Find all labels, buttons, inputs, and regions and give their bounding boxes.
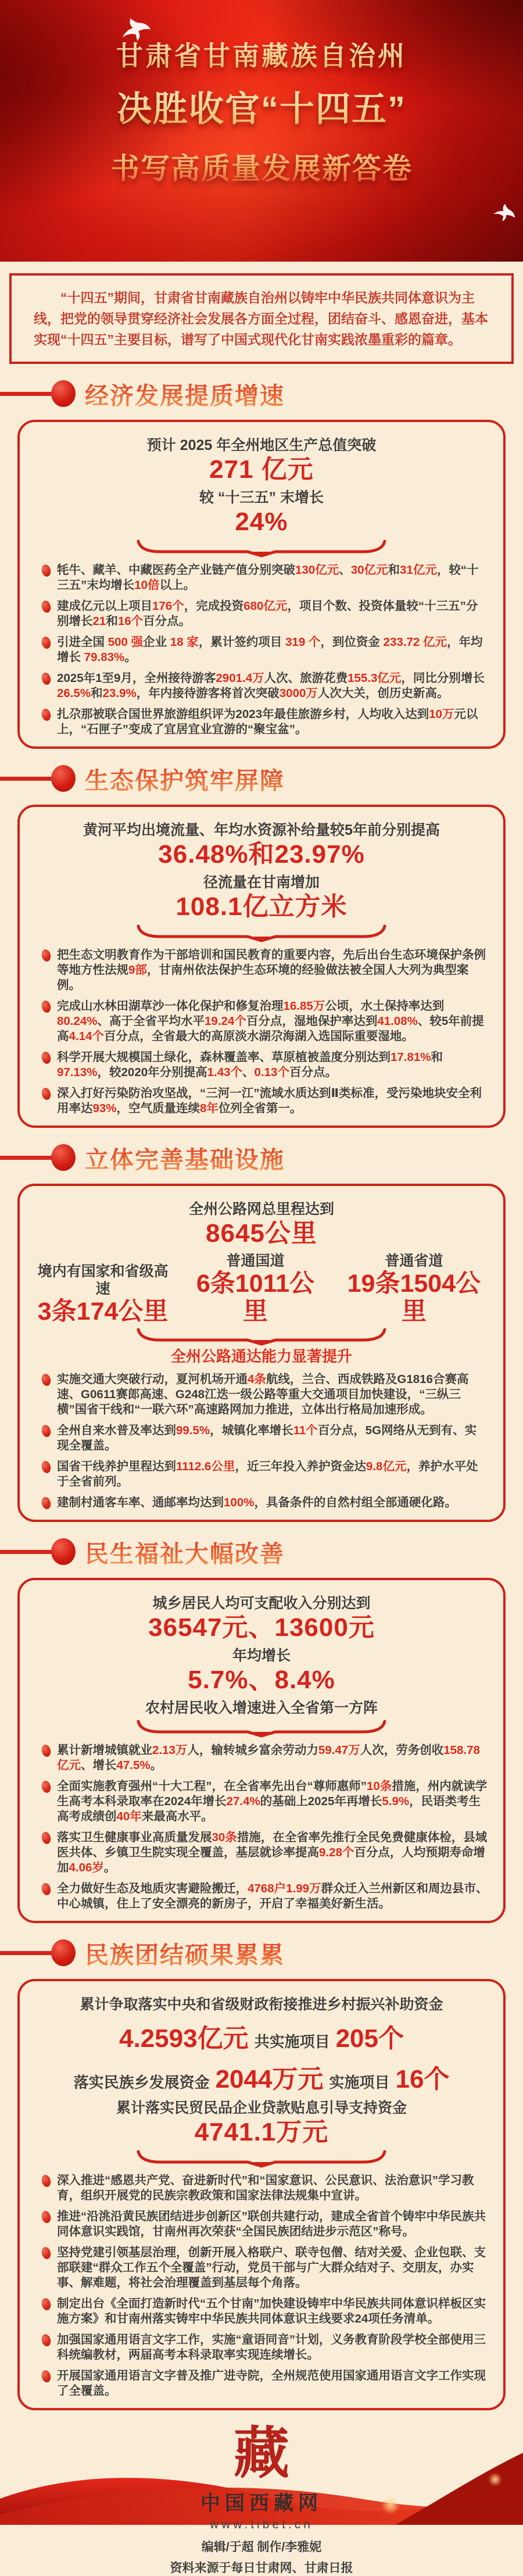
highlighted-number: 93% xyxy=(92,1102,117,1115)
highlighted-number: 10条 xyxy=(367,1780,392,1793)
section-header-infrastructure xyxy=(0,1143,523,1172)
bullet-list xyxy=(35,1372,488,1510)
highlighted-number: 2901.4万 xyxy=(216,671,264,685)
bullet-item xyxy=(42,1881,488,1912)
bullet-item xyxy=(42,1050,488,1080)
stat-big-value: 271 亿元 xyxy=(209,455,314,484)
highlighted-number: 30条 xyxy=(212,1831,237,1844)
bullet-text: 2025年1至9月，全州接待游客2901.4万人次、旅游花费155.3亿元，同比分别增长26.5%和23.9%，年内接待游客将首次突破3000万人次大关，创历史新高。 xyxy=(57,671,485,700)
highlighted-number: 2.13万 xyxy=(152,1743,188,1757)
bullet-text: 深入推进“感恩共产党、奋进新时代”和“国家意识、公民意识、法治意识”学习教育，组织开展党的民族宗教政策和国家法律法规集中宣讲。 xyxy=(57,2174,474,2202)
stat-label: 黄河平均出境流量、年均水资源补给量较5年前分别提高 xyxy=(83,822,440,838)
bullet-item xyxy=(42,2332,488,2363)
bullet-item xyxy=(42,1423,488,1453)
highlighted-number: 4条 xyxy=(248,1373,266,1386)
highlighted-number: 680亿元 xyxy=(243,599,288,613)
section-marker-line xyxy=(0,1951,55,1955)
highlighted-number: 100% xyxy=(224,1496,255,1509)
stat-column-value: 6条1011公里 xyxy=(196,1270,315,1325)
highlighted-number: 5.9% xyxy=(382,1795,410,1808)
bullet-text: 全州自来水普及率达到99.5%，城镇化率增长11个百分点，5G网络从无到有、实现全覆盖。 xyxy=(57,1424,477,1452)
highlighted-number: 10万 xyxy=(429,708,454,721)
poster-title-sub: 书写高质量发展新答卷 xyxy=(0,145,523,187)
stat-mixed-line xyxy=(35,2058,488,2095)
highlighted-number: 9部 xyxy=(128,963,147,977)
site-name: 中国西藏网 xyxy=(200,2492,323,2514)
stat-column xyxy=(340,1252,488,1325)
section-title-unity: 民族团结硕果累累 xyxy=(85,1936,285,1970)
stat-mixed-line xyxy=(35,2017,488,2055)
bullet-text: 推进“沿洮沿黄民族团结进步创新区”联创共建行动，建成全省首个铸牢中华民族共同体意识实践馆，甘南州再次荣获“全国民族团结进步示范区”称号。 xyxy=(57,2210,486,2238)
section-title-livelihood: 民生福祉大幅改善 xyxy=(85,1535,285,1569)
bullet-list xyxy=(35,948,488,1116)
red-oval-bullet-icon xyxy=(41,708,52,721)
highlighted-number: 80.24% xyxy=(57,1014,98,1028)
bullet-item xyxy=(42,1372,488,1417)
highlighted-number: 4.06岁 xyxy=(69,1861,104,1874)
section-marker-dot xyxy=(51,765,76,792)
red-oval-bullet-icon xyxy=(41,563,52,577)
bullet-text: 建成亿元以上项目176个，完成投资680亿元，项目个数、投资体量较“十三五”分别增长21和16个百分点。 xyxy=(57,599,478,628)
bullet-text: 坚持党建引领基层治理，创新开展入格联户、联寺包僧、结对关爱、企业包联、支部联建“群众工作五个全覆盖”行动，党员干部与广大群众结对子、交朋友，办实事、解难题，将社会治理覆盖到基层每个角落。 xyxy=(57,2246,486,2289)
bullet-text: 开展国家通用语言文字普及推广进寺院，全州规范使用国家通用语言文字工作实现了全覆盖。 xyxy=(57,2369,486,2398)
credits-line: 编辑/于超 制作/李雅妮 xyxy=(201,2541,322,2554)
source-line: 资料来源于每日甘肃网、甘肃日报 xyxy=(170,2561,353,2575)
bullet-text: 扎尕那被联合国世界旅游组织评为2023年最佳旅游乡村，人均收入达到10万元以上，“石匣子”变成了宜居宜业宜游的“聚宝盆”。 xyxy=(57,708,478,736)
bullet-text: 全面实施教育强州“十大工程”，在全省率先出台“尊师惠师”10条措施，州内就读学生高考本科录取率在2024年增长27.4%的基础上2025年再增长5.9%，民语类考生高考成绩创40年来最高水平。 xyxy=(57,1780,488,1823)
poster-body xyxy=(0,262,523,2576)
red-oval-bullet-icon xyxy=(41,1460,52,1474)
bullet-item xyxy=(42,635,488,665)
highlighted-number: 4768户1.99万 xyxy=(248,1882,321,1895)
bullet-text: 建制村通客车率、通邮率均达到100%，具备条件的自然村组全部通硬化路。 xyxy=(57,1496,457,1509)
bullet-item xyxy=(42,2368,488,2399)
hero-banner xyxy=(0,0,523,262)
intro-paragraph: “十四五”期间，甘肃省甘南藏族自治州以铸牢中华民族共同体意识为主线，把党的领导贯穿经济社会发展各方面全过程，团结奋斗、感恩奋进，基本实现“十四五”主要目标，谱写了中国式现代化甘南实践浓墨重彩的篇章。 xyxy=(34,290,488,347)
bullet-item xyxy=(42,2173,488,2203)
sections-container xyxy=(0,379,523,2410)
section-marker-dot xyxy=(51,1939,76,1966)
section-title-infrastructure: 立体完善基础设施 xyxy=(85,1141,285,1175)
stat-big-value: 108.1亿立方米 xyxy=(175,892,348,921)
red-oval-bullet-icon xyxy=(41,2174,52,2188)
highlighted-number: 1112.6公里 xyxy=(176,1460,235,1473)
stat-big-value: 24% xyxy=(235,508,288,536)
stat-column xyxy=(35,1263,171,1325)
highlighted-number: 26.5% xyxy=(57,687,91,700)
highlighted-number: 500 强 xyxy=(108,635,144,649)
bullet-text: 全力做好生态及地质灾害避险搬迁，4768户1.99万群众迁入兰州新区和周边县市、中心城镇，住上了安全漂亮的新房子，开启了幸福美好新生活。 xyxy=(57,1882,488,1910)
red-oval-bullet-icon xyxy=(41,1496,52,1510)
stat-label: 实施项目 xyxy=(329,2074,390,2091)
stat-big-value: 2044万元 xyxy=(215,2065,324,2093)
stat-column-label: 普通国道 xyxy=(226,1253,285,1269)
red-oval-bullet-icon xyxy=(41,2246,52,2260)
stat-box-livelihood xyxy=(17,1578,506,1923)
highlighted-number: 10倍 xyxy=(134,578,160,592)
section-title-economy: 经济发展提质增速 xyxy=(85,377,285,411)
red-oval-bullet-icon xyxy=(41,635,52,649)
poster-title-main: 决胜收官“十四五” xyxy=(0,81,523,131)
highlighted-number: 97.13% xyxy=(57,1066,98,1079)
stat-big-value: 36547元、13600元 xyxy=(148,1613,375,1642)
highlighted-number: 9.28个 xyxy=(319,1846,354,1859)
highlighted-number: 9.8亿元 xyxy=(366,1460,407,1473)
section-header-ecology xyxy=(0,764,523,793)
highlighted-number: 176个 xyxy=(152,599,184,613)
stat-box-ecology xyxy=(17,805,506,1128)
red-oval-bullet-icon xyxy=(41,2333,52,2347)
red-oval-bullet-icon xyxy=(41,1424,52,1438)
highlighted-number: 30亿元 xyxy=(350,563,388,577)
section-marker-line xyxy=(0,1156,55,1160)
bullet-text: 把生态文明教育作为干部培训和国民教育的重要内容，先后出台生态环境保护条例等地方性法规9部，甘南州依法保护生态环境的经验做法被全国人大列为典型案例。 xyxy=(57,948,486,992)
footer xyxy=(0,2410,523,2576)
stat-columns xyxy=(35,1252,488,1325)
bullet-item xyxy=(42,599,488,629)
red-oval-bullet-icon xyxy=(41,2369,52,2383)
highlighted-number: 155.3亿元 xyxy=(348,671,402,685)
highlighted-number: 1.43个 xyxy=(207,1066,243,1079)
highlighted-number: 233.72 亿元 xyxy=(383,635,447,649)
stat-label: 累计争取落实中央和省级财政衔接推进乡村振兴补助资金 xyxy=(80,1996,443,2013)
highlighted-number: 16.85万 xyxy=(283,999,325,1013)
brace-underline-decoration xyxy=(35,2150,488,2166)
stat-big-value: 36.48%和23.97% xyxy=(158,840,365,869)
stat-big-value: 8645公里 xyxy=(206,1219,317,1248)
red-oval-bullet-icon xyxy=(41,671,52,685)
stat-label: 累计落实民贸民品企业贷款贴息引导支持资金 xyxy=(116,2100,407,2116)
highlighted-number: 40年 xyxy=(116,1810,142,1823)
brace-underline-decoration xyxy=(35,1328,488,1344)
bullet-item xyxy=(42,1459,488,1489)
bullet-item xyxy=(42,2296,488,2327)
red-oval-bullet-icon xyxy=(41,999,52,1013)
china-tibet-network-logo: 藏 xyxy=(234,2420,289,2486)
section-header-livelihood xyxy=(0,1537,523,1566)
bullet-item xyxy=(42,1743,488,1773)
bullet-item xyxy=(42,2245,488,2291)
highlighted-number: 41.08% xyxy=(377,1014,418,1028)
stat-column-label: 境内有国家和省级高速 xyxy=(37,1263,169,1297)
bullet-item xyxy=(42,707,488,737)
bullet-text: 落实卫生健康事业高质量发展30条措施，在全省率先推行全民免费健康体检，县域医共体、乡镇卫生院实现全覆盖，基层就诊率提高9.28个百分点，人均预期寿命增加4.06岁。 xyxy=(57,1831,488,1874)
highlighted-number: 158.78亿元 xyxy=(57,1743,480,1772)
section-header-unity xyxy=(0,1938,523,1967)
highlighted-number: 99.5% xyxy=(176,1424,210,1437)
bullet-text: 制定出台《全面打造新时代“五个甘南”加快建设铸牢中华民族共同体意识样板区实施方案》和甘南州落实铸牢中华民族共同体意识主线要求24项任务清单。 xyxy=(57,2297,486,2325)
bullet-item xyxy=(42,563,488,593)
stat-label: 共实施项目 xyxy=(254,2033,330,2050)
section-marker-dot xyxy=(51,380,76,407)
highlighted-number: 27.4% xyxy=(226,1795,260,1808)
red-oval-bullet-icon xyxy=(41,1373,52,1387)
stat-box-unity xyxy=(17,1979,506,2410)
highlighted-number: 17.81% xyxy=(391,1051,431,1064)
bullet-text: 累计新增城镇就业2.13万人，输转城乡富余劳动力59.47万人次，劳务创收158.78亿元、增长47.5%。 xyxy=(57,1743,480,1772)
red-oval-bullet-icon xyxy=(41,1051,52,1064)
stat-column xyxy=(188,1252,323,1325)
dove-icon xyxy=(490,200,520,225)
stat-column-label: 普通省道 xyxy=(385,1253,443,1269)
stat-big-value: 4.2593亿元 xyxy=(119,2024,249,2053)
bullet-item xyxy=(42,1830,488,1875)
highlighted-number: 47.5% xyxy=(116,1759,151,1772)
highlighted-number: 4.14个 xyxy=(69,1030,104,1043)
bullet-text: 国省干线养护里程达到1112.6公里，近三年投入养护资金达9.8亿元，养护水平处于全省前列。 xyxy=(57,1460,478,1488)
red-oval-bullet-icon xyxy=(41,2297,52,2311)
intro-box xyxy=(9,273,514,364)
section-marker-line xyxy=(0,1550,55,1554)
stat-caption: 全州公路通达能力显著提升 xyxy=(170,1348,352,1365)
bullet-item xyxy=(42,1086,488,1116)
highlighted-number: 79.83% xyxy=(84,651,125,664)
bullet-list xyxy=(35,2173,488,2399)
bullet-item xyxy=(42,2209,488,2239)
highlighted-number: 11个 xyxy=(293,1424,318,1437)
bullet-list xyxy=(35,563,488,737)
stat-big-value: 16个 xyxy=(395,2065,450,2093)
highlighted-number: 21 xyxy=(92,614,106,628)
bullet-item xyxy=(42,1495,488,1510)
highlighted-number: 0.13个 xyxy=(254,1066,289,1079)
site-url: www.tibet.cn xyxy=(210,2518,313,2531)
red-oval-bullet-icon xyxy=(41,1743,52,1757)
stat-label: 径流量在甘南增加 xyxy=(203,874,320,891)
poster-title-region: 甘肃省甘南藏族自治州 xyxy=(0,35,523,73)
bullet-text: 实施交通大突破行动，夏河机场开通4条航线，兰合、西成铁路及G1816合赛高速、G0611赛郎高速、G248江迭一级公路等重大交通项目加快建设，“三纵三横”国省干线和“一联六环”高速路网加力推进，立体出行格局加速形成。 xyxy=(57,1373,469,1416)
red-oval-bullet-icon xyxy=(41,2210,52,2224)
section-marker-line xyxy=(0,392,55,396)
stat-big-value: 205个 xyxy=(335,2024,404,2053)
stat-label: 城乡居民人均可支配收入分别达到 xyxy=(152,1595,371,1612)
bullet-item xyxy=(42,1779,488,1824)
highlighted-number: 59.47万 xyxy=(318,1743,360,1757)
bullet-item xyxy=(42,948,488,993)
bullet-text: 科学开展大规模国土绿化，森林覆盖率、草原植被盖度分别达到17.81%和97.13%，较2020年分别提高1.43个、0.13个百分点。 xyxy=(57,1051,443,1079)
bullet-text: 深入打好污染防治攻坚战，“三河一江”流域水质达到Ⅱ类标准，受污染地块安全利用率达93%，空气质量连续8年位列全省第一。 xyxy=(57,1087,482,1115)
section-header-economy xyxy=(0,379,523,408)
red-oval-bullet-icon xyxy=(41,1831,52,1845)
stat-label: 年均增长 xyxy=(232,1648,291,1664)
red-oval-bullet-icon xyxy=(41,1882,52,1896)
red-oval-bullet-icon xyxy=(41,1087,52,1101)
red-oval-bullet-icon xyxy=(41,948,52,962)
stat-big-value: 4741.1万元 xyxy=(194,2118,329,2146)
red-oval-bullet-icon xyxy=(41,1780,52,1793)
stat-box-economy xyxy=(17,420,506,749)
section-title-ecology: 生态保护筑牢屏障 xyxy=(85,762,285,796)
highlighted-number: 31亿元 xyxy=(400,563,437,577)
highlighted-number: 319 个 xyxy=(285,635,321,649)
stat-label: 农村居民收入增速进入全省第一方阵 xyxy=(145,1700,378,1716)
highlighted-number: 23.9% xyxy=(102,687,137,700)
stat-label: 较 “十三五” 末增长 xyxy=(199,490,324,506)
section-marker-dot xyxy=(51,1538,76,1565)
bullet-text: 牦牛、藏羊、中藏医药全产业链产值分别突破130亿元、30亿元和31亿元，较“十三五”末均增长10倍以上。 xyxy=(57,563,479,592)
brace-underline-decoration xyxy=(35,540,488,556)
highlighted-number: 18 家 xyxy=(170,635,199,649)
stat-label: 全州公路网总里程达到 xyxy=(188,1201,334,1217)
highlighted-number: 3000万 xyxy=(279,687,318,700)
section-marker-line xyxy=(0,777,55,781)
bullet-text: 完成山水林田湖草沙一体化保护和修复治理16.85万公顷，水土保持率达到80.24%、高于全省平均水平19.24个百分点，湿地保护率达到41.08%、较5年前提高4.14个百分点，全省最大的高原淡水湖尕海湖入选国际重要湿地。 xyxy=(57,999,484,1043)
stat-label: 预计 2025 年全州地区生产总值突破 xyxy=(146,437,377,453)
bullet-list xyxy=(35,1743,488,1912)
highlighted-number: 130亿元 xyxy=(295,563,339,577)
stat-big-value: 5.7%、8.4% xyxy=(188,1666,335,1694)
brace-underline-decoration xyxy=(35,1720,488,1736)
stat-column-value: 3条174公里 xyxy=(37,1298,169,1325)
highlighted-number: 8年 xyxy=(200,1102,218,1115)
brace-underline-decoration xyxy=(35,924,488,941)
bullet-item xyxy=(42,671,488,701)
highlighted-number: 19.24个 xyxy=(205,1014,246,1028)
stat-label: 落实民族乡发展资金 xyxy=(73,2074,210,2091)
bullet-text: 引进全国 500 强企业 18 家，累计签约项目 319 个，到位资金 233.72 亿元，年均增长 79.83%。 xyxy=(57,635,483,664)
bullet-text: 加强国家通用语言文字工作，实施“童语同音”计划，义务教育阶段学校全部使用三科统编教材，两届高考本科录取率实现连续增长。 xyxy=(57,2333,486,2361)
bullet-item xyxy=(42,999,488,1044)
highlighted-number: 16个 xyxy=(117,614,144,628)
stat-box-infrastructure xyxy=(17,1184,506,1522)
red-oval-bullet-icon xyxy=(41,599,52,613)
section-marker-dot xyxy=(51,1144,76,1171)
stat-column-value: 19条1504公里 xyxy=(347,1270,481,1325)
